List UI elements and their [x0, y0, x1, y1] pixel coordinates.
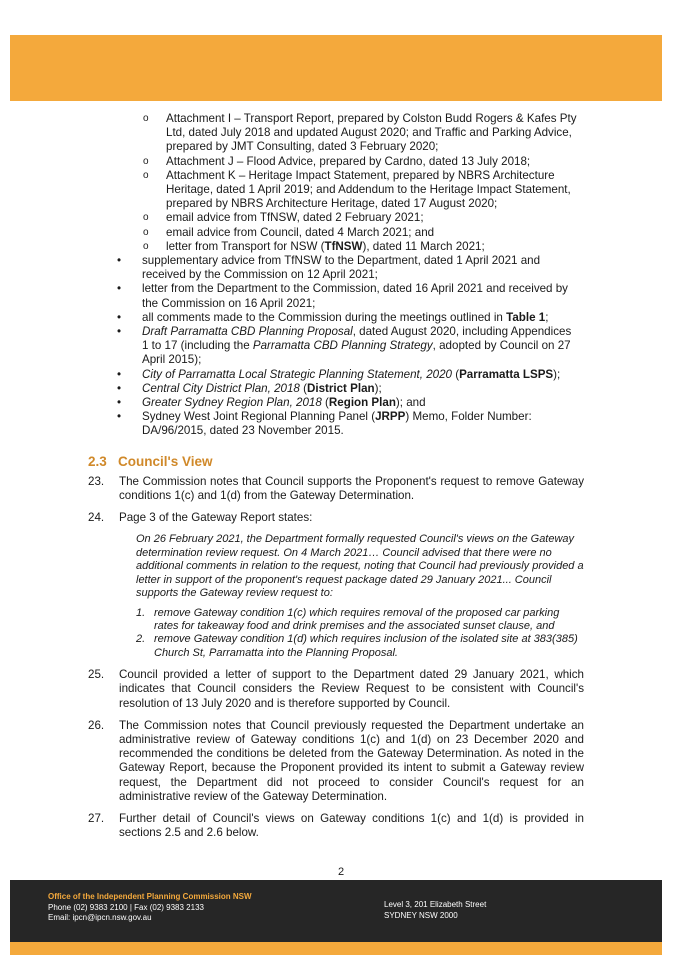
circle-bullet-icon: o — [143, 169, 149, 181]
page-content — [0, 112, 682, 848]
list-item: • all comments made to the Commission during the meetings outlined in Table 1; — [117, 310, 549, 324]
paragraph-27: 27. Further detail of Council's views on Gateway conditions 1(c) and 1(d) is provided in sections 2.5 and 2.6 below. — [88, 811, 584, 840]
list-item: o Attachment K – Heritage Impact Statement, prepared by NBRS Architecture Heritage, dated 1 April 2019; and Addendum to the Heritage Impact Statement, prepared by NBRS Architecture Heritage, dated 17 August 2020; — [143, 168, 571, 211]
section-heading: 2.3 Council's View — [88, 453, 213, 469]
list-item: o Attachment J – Flood Advice, prepared by Cardno, dated 13 July 2018; — [143, 154, 531, 168]
paragraph-23: 23. The Commission notes that Council supports the Proponent's request to remove Gateway conditions 1(c) and 1(d) from the Gateway Determination. — [88, 474, 584, 503]
paragraph-25: 25. Council provided a letter of support to the Department dated 29 January 2021, which indicates that Council considers the Review Request to be consistent with Council's resolution of 13 July 2020 and is therefore supported by Council. — [88, 668, 584, 710]
footer-contact — [48, 892, 252, 924]
footer-phone: Phone (02) 9383 2100 | Fax (02) 9383 2133 — [48, 902, 204, 912]
circle-bullet-icon: o — [143, 212, 149, 224]
list-item: 1. remove Gateway condition 1(c) which requires removal of the proposed car parking rates for takeaway food and drink premises and the associated sunset clause, and — [136, 606, 560, 632]
list-item: • supplementary advice from TfNSW to the Department, dated 1 April 2021 and received by the Commission on 12 April 2021; — [117, 254, 541, 282]
bullet-icon: • — [117, 254, 122, 268]
bullet-icon: • — [117, 325, 122, 339]
circle-bullet-icon: o — [143, 113, 149, 124]
list-item: • Central City District Plan, 2018 (District Plan); — [117, 381, 382, 395]
circle-bullet-icon: o — [143, 155, 149, 167]
bullet-icon: • — [117, 396, 122, 410]
quote-list — [0, 607, 682, 661]
footer-address: Level 3, 201 Elizabeth Street SYDNEY NSW 2000 — [384, 900, 487, 920]
list-item: o Attachment I – Transport Report, prepared by Colston Budd Rogers & Kafes Pty Ltd, dated July 2018 and updated August 2020; and Traffic and Parking Advice, prepared by JMT Consulting, dated 3 February 2020; — [143, 112, 577, 154]
footer — [10, 880, 662, 942]
header-band — [10, 35, 662, 101]
bullet-icon: • — [117, 410, 122, 424]
footer-band — [10, 942, 662, 955]
bullet-icon: • — [117, 381, 122, 395]
bullet-icon: • — [117, 367, 122, 381]
attachment-sublist — [0, 112, 682, 254]
paragraph-24: 24. Page 3 of the Gateway Report states: — [88, 511, 313, 525]
footer-email: Email: ipcn@ipcn.nsw.gov.au — [48, 913, 152, 922]
list-item: • Greater Sydney Region Plan, 2018 (Region Plan); and — [117, 396, 426, 410]
list-item: 2. remove Gateway condition 1(d) which requires inclusion of the isolated site at 383(385) Church St, Parramatta into the Planning Proposal. — [136, 633, 578, 659]
bullet-icon: • — [117, 282, 122, 296]
footer-org: Office of the Independent Planning Commission NSW — [48, 892, 252, 901]
list-item: • Draft Parramatta CBD Planning Proposal, dated August 2020, including Appendices 1 to 17 (including the Parramatta CBD Planning Strategy, adopted by Council on 27 April 2015); — [117, 325, 572, 367]
list-item: • Sydney West Joint Regional Planning Panel (JRPP) Memo, Folder Number: DA/96/2015, dated 23 November 2015. — [117, 410, 532, 438]
paragraph-26: 26. The Commission notes that Council previously requested the Department undertake an administrative review of Gateway conditions 1(c) and 1(d) on 23 December 2020 and recommended the conditions be deleted from the Gateway Determination. As noted in the Gateway Report, because the Proponent provided its intent to submit a Gateway review request, the Department did not proceed to consider Council's request for an administrative review of the Gateway Determination. — [88, 718, 584, 803]
list-item: o email advice from Council, dated 4 March 2021; and — [143, 225, 435, 239]
list-item: • letter from the Department to the Commission, dated 16 April 2021 and received by the Commission on 16 April 2021; — [117, 282, 568, 310]
circle-bullet-icon: o — [143, 240, 149, 252]
list-item: o email advice from TfNSW, dated 2 February 2021; — [143, 211, 424, 225]
bullet-icon: • — [117, 310, 122, 324]
circle-bullet-icon: o — [143, 226, 149, 238]
page-number: 2 — [337, 866, 345, 878]
gateway-report-quote: On 26 February 2021, the Department formally requested Council's views on the Gateway determination review request. On 4 March 2021… Council advised that there were no additional comments in relation to the request, noting that Council had previously provided a letter in support of the proponent's request package dated 29 January 2021... Council supports the Gateway review request to: — [136, 533, 584, 600]
list-item: o letter from Transport for NSW (TfNSW), dated 11 March 2021; — [143, 239, 485, 253]
list-item: • City of Parramatta Local Strategic Planning Statement, 2020 (Parramatta LSPS); — [117, 367, 561, 381]
material-list — [0, 254, 682, 439]
